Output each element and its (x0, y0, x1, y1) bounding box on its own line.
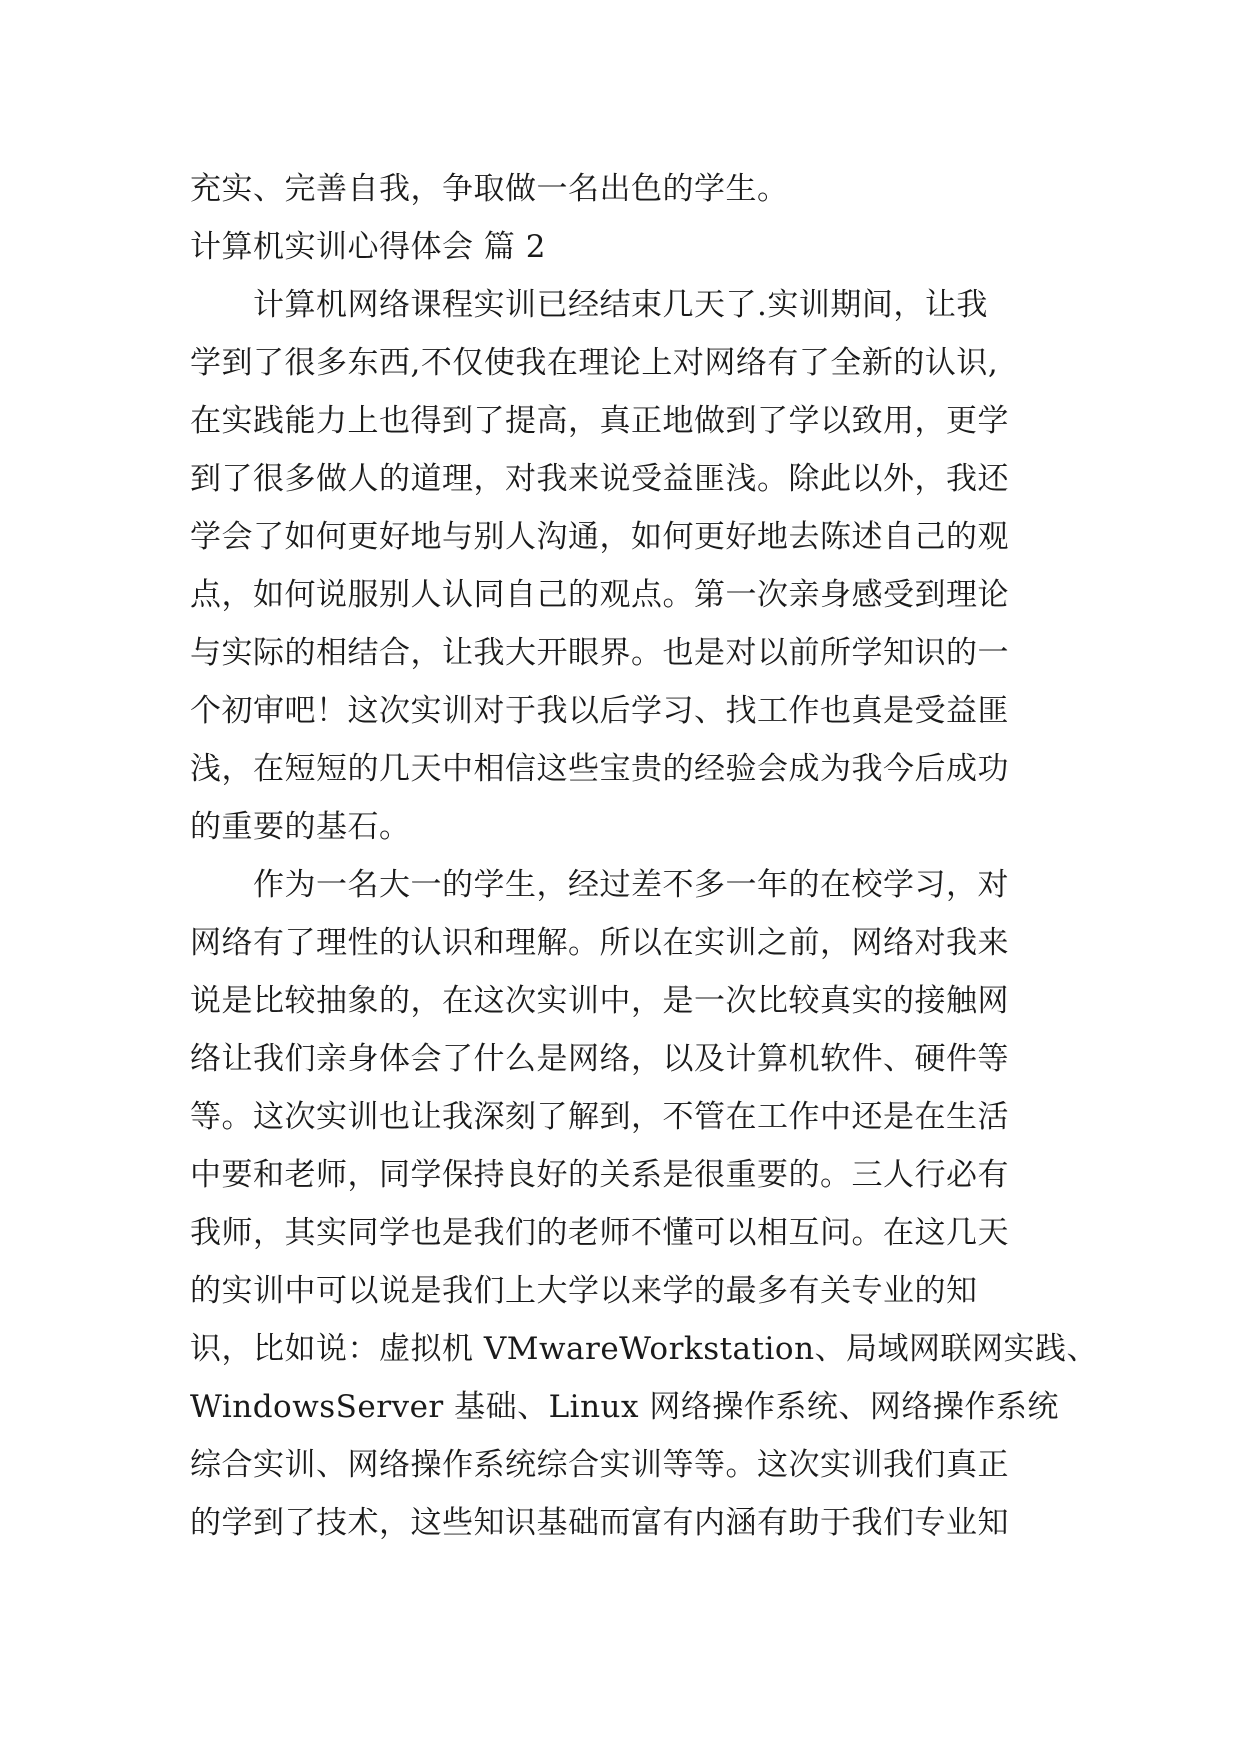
paragraph-line: 我师，其实同学也是我们的老师不懂可以相互问。在这几天 (190, 1215, 1009, 1251)
paragraph-line: 学到了很多东西,不仅使我在理论上对网络有了全新的认识, (190, 345, 999, 381)
paragraph-line: WindowsServer 基础、Linux 网络操作系统、网络操作系统 (190, 1389, 1059, 1425)
paragraph-line: 综合实训、网络操作系统综合实训等等。这次实训我们真正 (190, 1447, 1009, 1483)
paragraph-line: 网络有了理性的认识和理解。所以在实训之前，网络对我来 (190, 925, 1009, 961)
section-title: 计算机实训心得体会 篇 2 (190, 229, 546, 265)
document-body (190, 160, 1099, 1552)
paragraph-line: 到了很多做人的道理，对我来说受益匪浅。除此以外，我还 (190, 461, 1009, 497)
paragraph-line: 说是比较抽象的，在这次实训中，是一次比较真实的接触网 (190, 983, 1009, 1019)
paragraph-2 (190, 856, 1099, 1552)
paragraph-line: 浅，在短短的几天中相信这些宝贵的经验会成为我今后成功 (190, 751, 1009, 787)
paragraph-line: 学会了如何更好地与别人沟通，如何更好地去陈述自己的观 (190, 519, 1009, 555)
paragraph-line: 等。这次实训也让我深刻了解到，不管在工作中还是在生活 (190, 1099, 1009, 1135)
paragraph-line: 的实训中可以说是我们上大学以来学的最多有关专业的知 (190, 1273, 978, 1309)
paragraph-line: 识，比如说：虚拟机 VMwareWorkstation、局域网联网实践、 (190, 1331, 1099, 1367)
paragraph-line: 在实践能力上也得到了提高，真正地做到了学以致用，更学 (190, 403, 1009, 439)
paragraph-line: 的重要的基石。 (190, 809, 411, 845)
paragraph-line: 作为一名大一的学生，经过差不多一年的在校学习，对 (190, 867, 1009, 903)
paragraph-line: 计算机网络课程实训已经结束几天了.实训期间，让我 (190, 287, 988, 323)
intro-line: 充实、完善自我，争取做一名出色的学生。 (190, 171, 789, 207)
paragraph-line: 中要和老师，同学保持良好的关系是很重要的。三人行必有 (190, 1157, 1009, 1193)
paragraph-1 (190, 276, 1060, 856)
paragraph-line: 点，如何说服别人认同自己的观点。第一次亲身感受到理论 (190, 577, 1009, 613)
paragraph-line: 的学到了技术，这些知识基础而富有内涵有助于我们专业知 (190, 1505, 1009, 1541)
paragraph-line: 与实际的相结合，让我大开眼界。也是对以前所学知识的一 (190, 635, 1009, 671)
paragraph-line: 络让我们亲身体会了什么是网络，以及计算机软件、硬件等 (190, 1041, 1009, 1077)
paragraph-line: 个初审吧！这次实训对于我以后学习、找工作也真是受益匪 (190, 693, 1009, 729)
